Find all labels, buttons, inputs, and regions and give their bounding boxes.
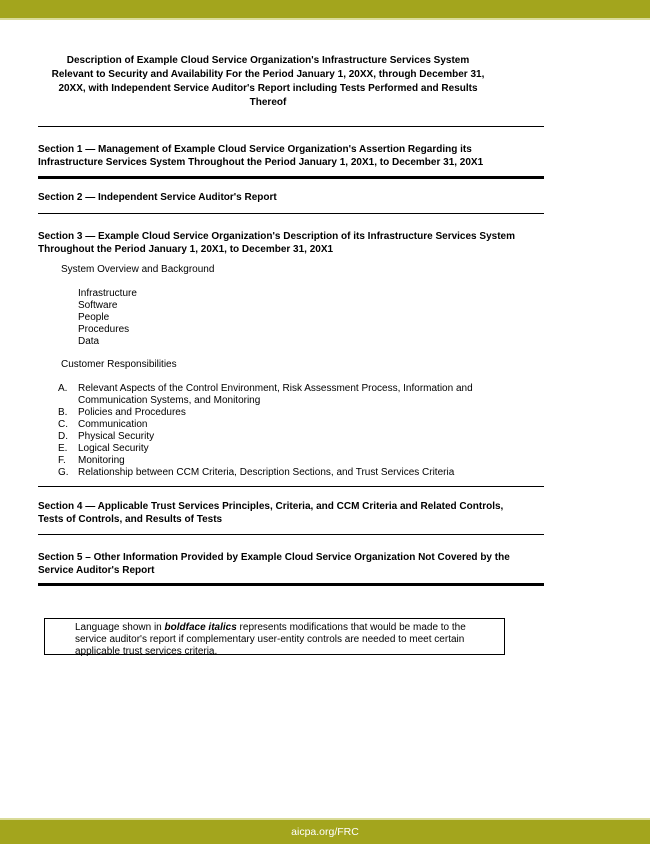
list-item: Procedures (78, 324, 130, 335)
list-item-line: Logical Security (78, 443, 149, 454)
section-divider (38, 126, 544, 127)
list-item-letter: F. (58, 455, 66, 466)
heading-line: Section 2 — Independent Service Auditor's Report (38, 192, 277, 203)
note-text-suffix: represents modifications that would be made to the service auditor's report if complementary user-entity controls are needed to meet certain applicable trust services criteria. (75, 622, 466, 657)
footer-bar (0, 820, 650, 844)
toc-subheading-system-overview: System Overview and Background (61, 264, 215, 275)
list-item-letter: C. (58, 419, 68, 430)
list-item-letter: D. (58, 431, 68, 442)
list-item-line: Physical Security (78, 431, 155, 442)
heading-line: Tests of Controls, and Results of Tests (38, 514, 223, 525)
list-item-letter: G. (58, 467, 69, 478)
section-divider (38, 534, 544, 535)
list-item (58, 383, 544, 407)
list-item (58, 431, 544, 443)
list-item-line: Monitoring (78, 455, 125, 466)
list-item-line: Policies and Procedures (78, 407, 186, 418)
section-2-heading (38, 191, 546, 204)
lettered-toc-list (58, 383, 544, 479)
list-item-letter: A. (58, 383, 68, 394)
heading-line: Section 5 – Other Information Provided by Example Cloud Service Organization Not Covered by the (38, 552, 510, 563)
list-item: Software (78, 300, 118, 311)
title-line: Description of Example Cloud Service Organization's Infrastructure Services System (66, 55, 470, 66)
note-text-prefix: Language shown in (75, 622, 165, 633)
list-item: Infrastructure (78, 288, 137, 299)
list-item: Data (78, 336, 100, 347)
list-item-line: Relationship between CCM Criteria, Description Sections, and Trust Services Criteria (78, 467, 455, 478)
list-item-letter: E. (58, 443, 68, 454)
section-4-heading (38, 500, 546, 526)
list-item-line: Relevant Aspects of the Control Environment, Risk Assessment Process, Information and (78, 383, 473, 394)
heading-line: Throughout the Period January 1, 20X1, to December 31, 20X1 (38, 244, 334, 255)
section-divider (38, 213, 544, 214)
footer-link[interactable]: aicpa.org/FRC (291, 826, 359, 838)
title-line: 20XX, with Independent Service Auditor's Report including Tests Performed and Results (58, 83, 478, 94)
list-item (58, 407, 544, 419)
section-divider (38, 583, 544, 586)
section-1-heading (38, 143, 546, 169)
title-line: Thereof (249, 97, 287, 108)
list-item-line: Communication (78, 419, 148, 430)
title-line: Relevant to Security and Availability For the Period January 1, 20XX, through December 31, (51, 69, 485, 80)
boldface-italics-note-box (44, 618, 505, 655)
heading-line: Section 4 — Applicable Trust Services Principles, Criteria, and CCM Criteria and Related Controls, (38, 501, 504, 512)
section-3-heading (38, 230, 546, 256)
list-item-line: Communication Systems, and Monitoring (78, 395, 261, 406)
list-item (58, 467, 544, 479)
heading-line: Section 3 — Example Cloud Service Organization's Description of its Infrastructure Services System (38, 231, 515, 242)
heading-line: Section 1 — Management of Example Cloud Service Organization's Assertion Regarding its (38, 144, 472, 155)
section-divider (38, 486, 544, 487)
list-item (58, 419, 544, 431)
heading-line: Service Auditor's Report (38, 565, 155, 576)
list-item (58, 443, 544, 455)
list-item-letter: B. (58, 407, 68, 418)
header-bar (0, 0, 650, 18)
section-divider (38, 176, 544, 179)
header-bar-accent-line (0, 18, 650, 20)
toc-subheading-customer-responsibilities: Customer Responsibilities (61, 359, 177, 370)
system-overview-list (78, 288, 137, 348)
document-title (38, 54, 498, 110)
section-5-heading (38, 551, 546, 577)
heading-line: Infrastructure Services System Throughout the Period January 1, 20X1, to December 31, 20X1 (38, 157, 484, 168)
list-item: People (78, 312, 110, 323)
list-item (58, 455, 544, 467)
note-text-emphasis: boldface italics (164, 622, 237, 633)
